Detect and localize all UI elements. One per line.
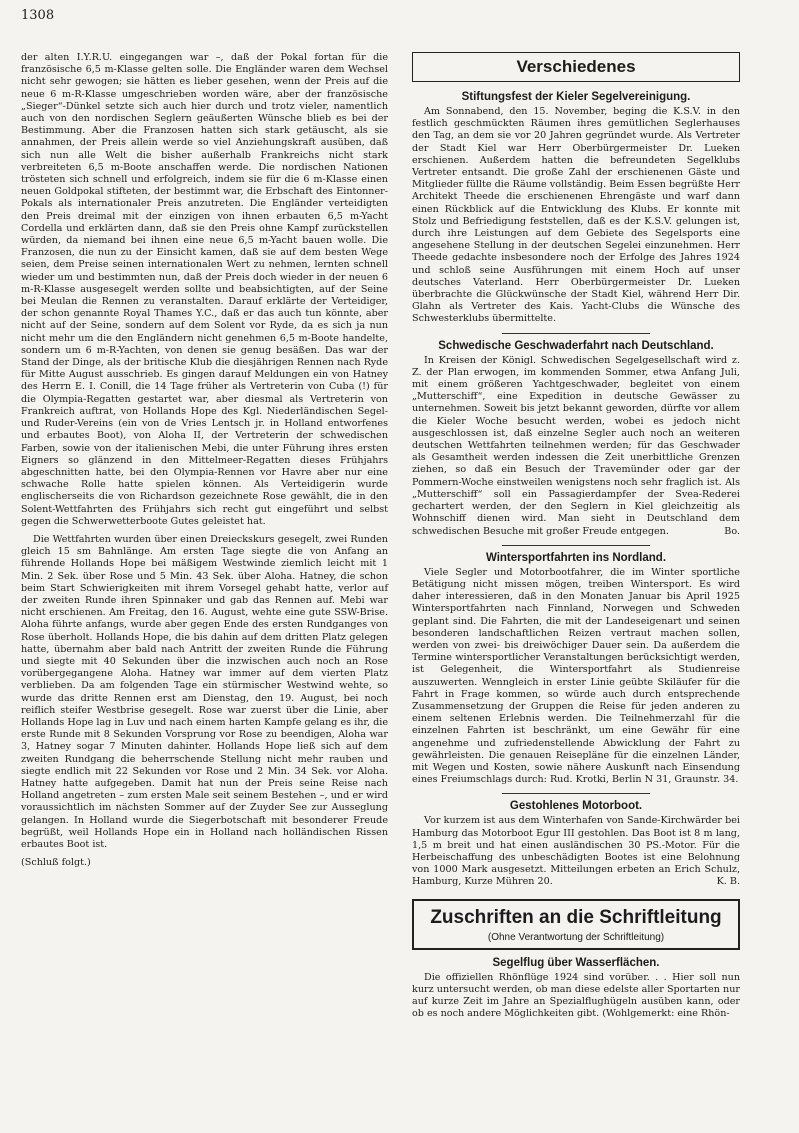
left-column [21,52,388,869]
section-heading-zuschriften [412,899,740,950]
article-title: Gestohlenes Motorboot. [509,800,643,813]
article-title: Stiftungsfest der Kieler Segelvereinigung. [461,91,691,103]
article-title: Schwedische Geschwaderfahrt nach Deutschland. [438,339,714,352]
author-signature: Bo. [724,525,740,537]
article-paragraph: Die Wettfahrten wurden über einen Dreieckskurs gesegelt, zwei Runden gleich 15 sm Bahnlänge. Am ersten Tage siegte die von Anfang an führende Hollands Hope bei mäßigem Westwinde ziemlich leicht mit 1 Min. 2 Sek. über Rose und 5 Min. 43 Sek. über Aloha. Hatney, die schon beim Start Schwierigkeiten mit ihrem Vorsegel gehabt hatte, verlor auf der zweiten Runde ihren Spinnaker und gab das Rennen auf. Mebi war nicht erschienen. Am Freitag, den 16. August, wehte eine gute SSW-Brise. Aloha führte anfangs, wurde aber gegen Ende des ersten Rundganges von Rose überholt. Hollands Hope, die bis dahin auf dem dritten Platz gelegen hatte, übernahm aber bald nach Antritt der zweiten Runde die Führung und siegte mit 40 Sekunden über die inzwischen auch noch an Rose vorübergegangene Aloha. Hatney war immer auf dem vierten Platz verblieben. Da am folgenden Tage ein stürmischer Westwind wehte, so wurde das dritte Rennen erst am Dienstag, den 19. August, bei noch reiflich steifer Westbrise gesegelt. Rose war zuerst über die Linie, aber Hollands Hope lag in Luv und nach einem harten Kampfe gelang es ihr, die erste Runde mit 8 Sekunden Vorsprung vor Rose zu beendigen, Aloha war 3, Hatney sogar 7 Minuten dahinter. Hollands Hope ließ sich auf dem zweiten Rundgang die beherrschende Stellung nicht mehr rauben und siegte endlich mit 22 Sekunden vor Rose und 2 Min. 34 Sek. vor Aloha. Hatney hatte aufgegeben. Damit hat nun der Preis seine Reise nach Holland angetreten – zum ersten Male seit seinem Bestehen –, und er wird voraussichtlich im nächsten Sommer auf der Zuyder See zur Ausseglung gelangen. In Holland wurde die Siegerbotschaft mit besonderer Freude begrüßt, weil Hollands Hope ein in Holland nach holländischen Rissen erbautes Boot ist. [21,533,388,850]
article-text: Am Sonnabend, den 15. November, beging die K.S.V. in den festlich geschmückten Räumen ihres gemütlichen Seglerhauses den Tag, an dem sie vor 20 Jahren gegründet wurde. Als Vertreter der Stadt Kiel war Herr Oberbürgermeister Dr. Lueken erschienen. Außerdem hatten die befreundeten Segelklubs Vertreter entsandt. Die große Zahl der erschienenen Gäste und Mitglieder füllte die Räume vollständig. Beim Essen begrüßte Herr Architekt Theede die erschienenen Ehrengäste und warf dann einen Rückblick auf die Entwicklung des Klubs. Er konnte mit Stolz und Befriedigung feststellen, daß es der K.S.V. gelungen ist, durch ihre Leistungen auf dem Gebiete des Segelsports eine angesehene Stellung in der deutschen Segelei einzunehmen. Herr Theede gedachte insbesondere noch der Erfolge des Jahres 1924 und schloß seine Ausführungen mit einem Hoch auf unser deutsches Vaterland. Herr Oberbürgermeister Dr. Lueken überbrachte die Glückwünsche der Stadt Kiel, während Herr Dir. Glahn als Vertreter des Kais. Yacht-Clubs die Wünsche des Schwesterklubs übermittelte. [412,106,740,325]
article-text-body: In Kreisen der Königl. Schwedischen Segelgesellschaft wird z. Z. der Plan erwogen, im kommenden Sommer, etwa Anfang Juli, mit einem größeren Yachtgeschwader, begleitet von einem „Mutterschiff“, eine Expedition in deutsche Gewässer zu unternehmen. Soweit bis jetzt bekannt geworden, dürfte vor allem die Kieler Woche besucht werden, wobei es jedoch nicht ausgeschlossen ist, daß einzelne Segler auch noch an weiteren deutschen Wettfahrten teilnehmen werden; für das Geschwader als Gesamtheit werden indessen die Zeit unerbittliche Grenzen ziehen, so daß ein Besuch der Travemünder oder gar der Pommern-Woche einstweilen wenigstens noch sehr fraglich ist. Als „Mutterschiff“ soll ein Passagierdampfer der Svea-Rederei gechartert werden, der den Seglern in Kiel gleichzeitig als Wohnschiff dienen wird. Man sieht in Deutschland dem schwedischen Besuche mit großer Freude entgegen. [412,354,740,537]
article-title: Segelflug über Wasserflächen. [492,956,660,969]
section-subtitle: (Ohne Verantwortung der Schriftleitung) [487,931,665,943]
article-paragraph: der alten I.Y.R.U. eingegangen war –, daß der Pokal fortan für die französische 6,5 m-Klasse gelten solle. Die Engländer waren dem Wechsel nicht sehr gewogen; sie hätten es lieber gesehen, wenn der Preis auf die neue 6 m-R-Klasse umgeschrieben worden wäre, aber der französische „Sieger“-Dünkel setzte sich auch hier durch und trotz vieler, namentlich auch von den nordischen Seglern geäußerten Wünsche blieb es bei der Bestimmung. Aber die Franzosen hatten sich stark getäuscht, als sie annahmen, der Preis allein werde so viel Anziehungskraft ausüben, daß sich nun alle Welt die bisher außerhalb Frankreichs nicht stark verbreiteten 6,5 m-Boote anschaffen werde. Die nordischen Nationen trösteten sich schnell und erfolgreich, indem sie für die 6 m-Klasse einen neuen Goldpokal stifteten, der bestimmt war, die Erbschaft des Eintonner-Pokals als internationaler Preis anzutreten. Die Engländer verteidigten den Preis dreimal mit der einzigen von ihnen erbauten 6,5 m-Yacht Cordella und erklärten dann, daß sie den Preis ohne Kampf zurückstellen würden, da niemand bei ihnen eine neue 6,5 m-Yacht bauen wolle. Die Franzosen, die nun zu der Einsicht kamen, daß sie auf dem besten Wege seien, dem Preise seinen internationalen Wert zu nehmen, lernten schnell wieder um und bestimmten nun, daß der Preis doch wieder in der neuen 6 m-R-Klasse ausgesegelt werden sollte und beabsichtigten, auf der Seine bei Meulan die Rennen zu veranstalten. Darauf erklärte der Verteidiger, der schon genannte Royal Thames Y.C., daß er das auch tun könnte, aber nicht auf der Seine, sondern auf dem Solent vor Ryde, da es sich ja nun nicht mehr um die den Engländern nicht genehmen 6,5 m-Boote handelte, sondern um 6 m-R-Yachten, von denen sie genug besäßen. Das war der Stand der Dinge, als der britische Klub die diesjährigen Rennen nach Ryde für Mitte August ausschrieb. Es gingen darauf Meldungen ein von Hatney des Herrn E. I. Conill, die 14 Tage früher als Vertreterin von Cuba (!) für die Olympia-Regatten gestartet war, aber diesmal als Vertreterin von Frankreich auftrat, von Hollands Hope des Kgl. Niederländischen Segel- und Ruder-Vereins (ein von de Vries Lentsch jr. in Holland entworfenes und erbautes Boot), von Aloha II, der Vertreterin der schwedischen Farben, sowie von der italienischen Mebi, die unter Führung ihres ersten Eigners so glänzend in den Mittelmeer-Regatten dieses Frühjahrs abgeschnitten hatte, bei den Olympia-Rennen vor Havre aber nur eine schwache Rolle hatte spielen können. Als Verteidigerin wurde englischerseits die von Richardson gezeichnete Rose gewählt, die in den Solent-Wettfahrten des Frühjahrs sich recht gut eingeführt und selbst gegen die Schwerwetterboote Gutes geleistet hat. [21,52,388,527]
author-signature: K. B. [716,876,740,888]
page-number: 1308 [21,8,55,23]
divider [502,545,650,546]
right-column [412,52,740,1020]
divider [502,333,650,334]
article-text [412,815,740,888]
article-text: Viele Segler und Motorbootfahrer, die im Winter sportliche Betätigung nicht missen mögen, treiben Wintersport. Es wird daher interessieren, daß in den Monaten Januar bis April 1925 Wintersportfahrten nach Finnland, Norwegen und Schweden geplant sind. Die Fahrten, die mit der Landeseigenart und seinen besonderen landschaftlichen Reizen vertraut machen sollen, werden von zwei- bis dreiwöchiger Dauer sein. Da außerdem die Termine wintersportlicher Veranstaltungen berücksichtigt werden, ist Gelegenheit, die Wintersportfahrt als Studienreise auszuwerten. Wenngleich in erster Linie geübte Skiläufer für die Fahrt in Frage kommen, so würde auch durch entsprechende Zusammensetzung der Gruppen die Reise für jeden anderen zu einem seltenen Erlebnis werden. Die Teilnehmerzahl für die einzelnen Fahrten ist beschränkt, um eine Gewähr für eine angenehme und zufriedenstellende Abwicklung der Fahrt zu gewährleisten. Die genauen Reisepläne für die einzelnen Länder, mit Wegen und Kosten, sowie nähere Auskunft nach Einsendung eines Freiumschlags durch: Rud. Krotki, Berlin N 31, Graunstr. 34. [412,566,740,786]
continuation-note: (Schluß folgt.) [21,857,91,869]
article-text: Die offiziellen Rhönflüge 1924 sind vorüber. . . Hier soll nun kurz untersucht werden, ob man diese edelste aller Sportarten nur auf kurze Zeit im Jahre an Spezialflughügeln ausüben kann, oder ob es noch andere Möglichkeiten gibt. (Wohlgemerkt: eine Rhön- [412,971,740,1020]
article-text-body: Vor kurzem ist aus dem Winterhafen von Sande-Kirchwärder bei Hamburg das Motorboot Egur III gestohlen. Das Boot ist 8 m lang, 1,5 m breit und hat einen ausländischen 30 PS.-Motor. Für die Herbeischaffung des unbeschädigten Bootes ist eine Belohnung von 1000 Mark ausgesetzt. Mitteilungen erbeten an Erich Schulz, Hamburg, Kurze Mühren 20. [412,815,740,888]
section-title: Zuschriften an die Schriftleitung [430,906,722,928]
article-text [412,355,740,538]
article-title: Wintersportfahrten ins Nordland. [485,551,667,564]
section-heading-verschiedenes: Verschiedenes [412,52,740,82]
divider [502,793,650,794]
